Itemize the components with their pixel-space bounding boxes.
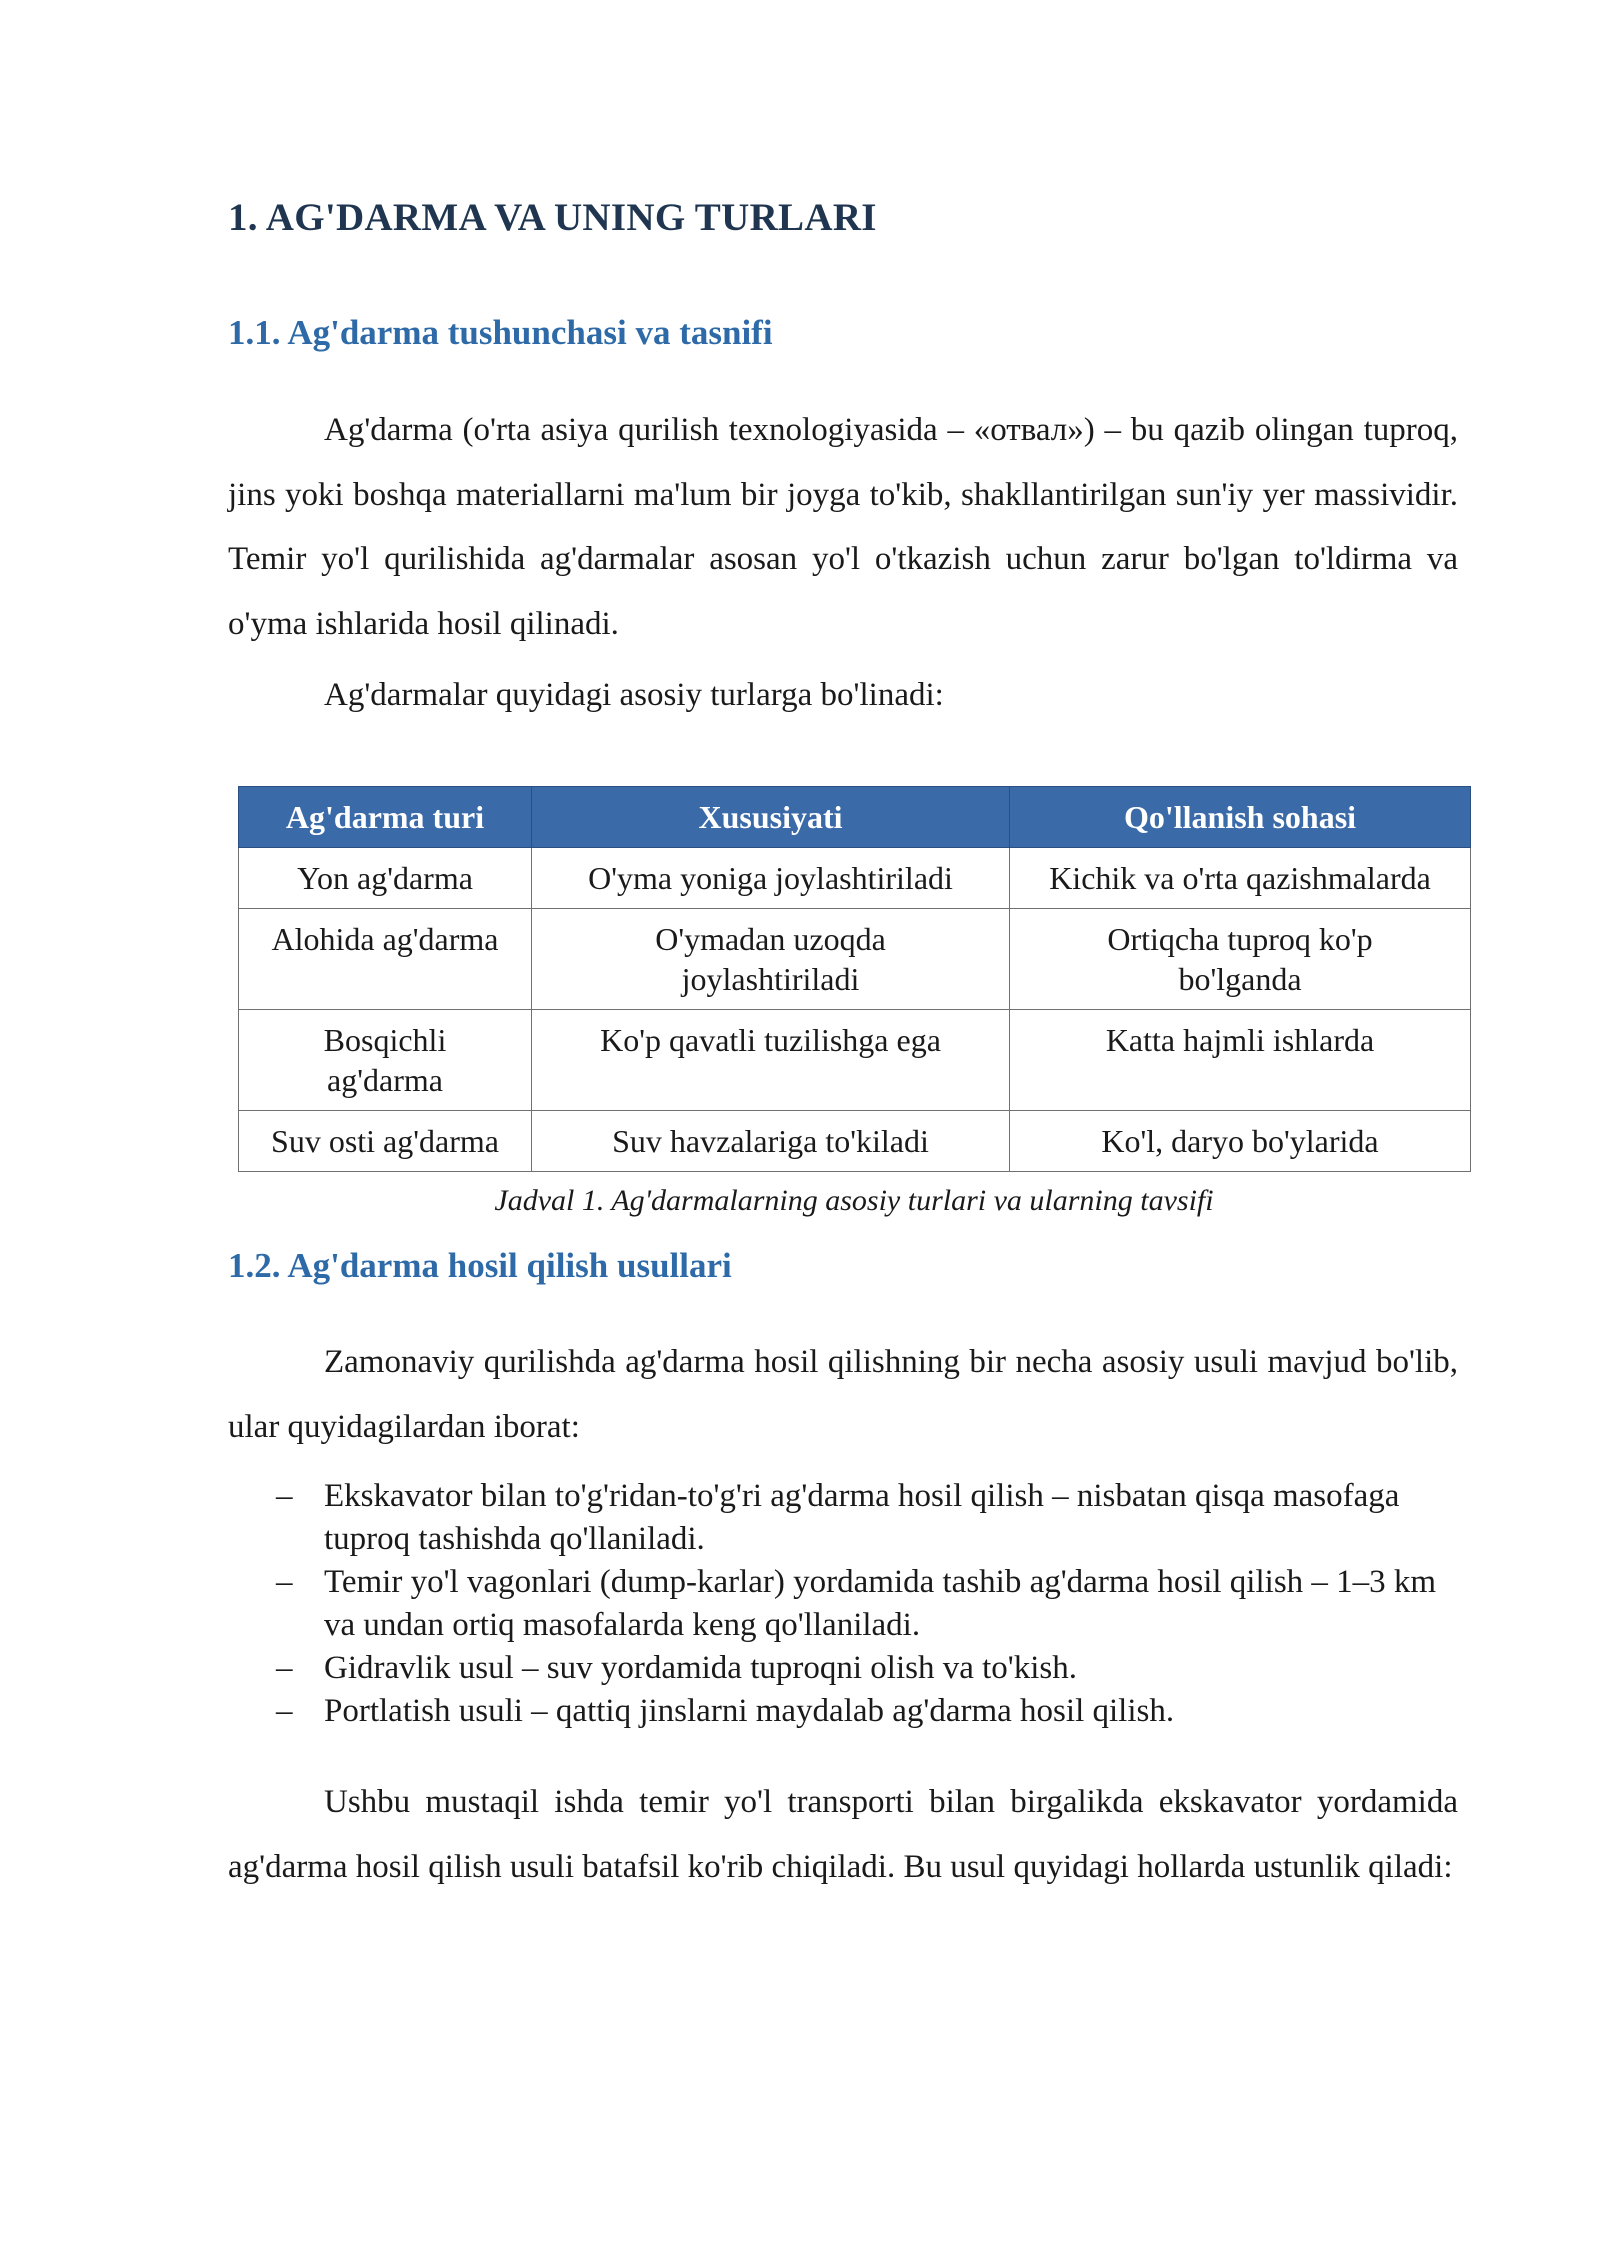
table-cell: Alohida ag'darma	[239, 909, 532, 1010]
paragraph-text: Ushbu mustaqil ishda temir yo'l transporti bilan birgalikda ekskavator yordamida ag'darma hosil qilish usuli batafsil ko'rib chiqiladi. Bu usul quyidagi hollarda ustunlik qiladi:	[228, 1784, 1458, 1885]
table-cell: Ortiqcha tuproq ko'p bo'lganda	[1010, 909, 1471, 1010]
paragraph-text: Zamonaviy qurilishda ag'darma hosil qilishning bir necha asosiy usuli mavjud bo'lib, ular quyidagilardan iborat:	[228, 1344, 1458, 1445]
paragraph-text: Ag'darma (o'rta asiya qurilish texnologiyasida – «отвал») – bu qazib olingan tuproq, jins yoki boshqa materiallarni ma'lum bir joyga to'kib, shakllantirilgan sun'iy yer massividir. Temir yo'l qurilishida ag'darmalar asosan yo'l o'tkazish uchun zarur bo'lgan to'ldirma va o'yma ishlarida hosil qilinadi.	[228, 412, 1458, 642]
list-item-text: Portlatish usuli – qattiq jinslarni maydalab ag'darma hosil qilish.	[324, 1693, 1175, 1729]
section-1-2-paragraph-1	[228, 1330, 1458, 1459]
table-cell: O'yma yoniga joylashtiriladi	[532, 848, 1010, 909]
table-cell: Suv havzalariga to'kiladi	[532, 1111, 1010, 1172]
table-cell: Yon ag'darma	[239, 848, 532, 909]
chapter-heading: 1. AG'DARMA VA UNING TURLARI	[228, 196, 877, 239]
table-cell: Bosqichli ag'darma	[239, 1010, 532, 1111]
section-1-1-paragraph-2: Ag'darmalar quyidagi asosiy turlarga bo'linadi:	[324, 677, 944, 713]
list-dash: –	[276, 1693, 293, 1729]
list-item-text: Temir yo'l vagonlari (dump-karlar) yordamida tashib ag'darma hosil qilish – 1–3 km va undan ortiq masofalarda keng qo'llaniladi.	[324, 1564, 1437, 1643]
table-header-cell: Xususiyati	[532, 787, 1010, 848]
list-item	[228, 1690, 1468, 1733]
methods-list	[228, 1475, 1468, 1733]
table-cell: Ko'p qavatli tuzilishga ega	[532, 1010, 1010, 1111]
list-item-text: Gidravlik usul – suv yordamida tuproqni olish va to'kish.	[324, 1650, 1077, 1686]
table-row	[239, 1010, 1471, 1111]
list-item-text: Ekskavator bilan to'g'ridan-to'g'ri ag'darma hosil qilish – nisbatan qisqa masofaga tuproq tashishda qo'llaniladi.	[324, 1478, 1400, 1557]
list-item	[228, 1647, 1468, 1690]
aggdarma-types-table	[238, 786, 1471, 1172]
table-row	[239, 909, 1471, 1010]
table-cell: Suv osti ag'darma	[239, 1111, 532, 1172]
list-item	[228, 1475, 1468, 1561]
section-heading-1-2: 1.2. Ag'darma hosil qilish usullari	[228, 1246, 732, 1285]
table-cell: O'ymadan uzoqda joylashtiriladi	[532, 909, 1010, 1010]
table-caption: Jadval 1. Ag'darmalarning asosiy turlari va ularning tavsifi	[494, 1184, 1214, 1217]
table-cell: Ko'l, daryo bo'ylarida	[1010, 1111, 1471, 1172]
table-row	[239, 1111, 1471, 1172]
list-dash: –	[276, 1564, 293, 1600]
table-row	[239, 848, 1471, 909]
table-cell: Kichik va o'rta qazishmalarda	[1010, 848, 1471, 909]
table-header-cell: Ag'darma turi	[239, 787, 532, 848]
table-cell: Katta hajmli ishlarda	[1010, 1010, 1471, 1111]
section-1-1-paragraph-1	[228, 398, 1458, 656]
section-heading-1-1: 1.1. Ag'darma tushunchasi va tasnifi	[228, 313, 773, 352]
table-header-row	[239, 787, 1471, 848]
list-item	[228, 1561, 1468, 1647]
table-header-cell: Qo'llanish sohasi	[1010, 787, 1471, 848]
list-dash: –	[276, 1478, 293, 1514]
list-dash: –	[276, 1650, 293, 1686]
section-1-2-paragraph-2	[228, 1770, 1458, 1899]
